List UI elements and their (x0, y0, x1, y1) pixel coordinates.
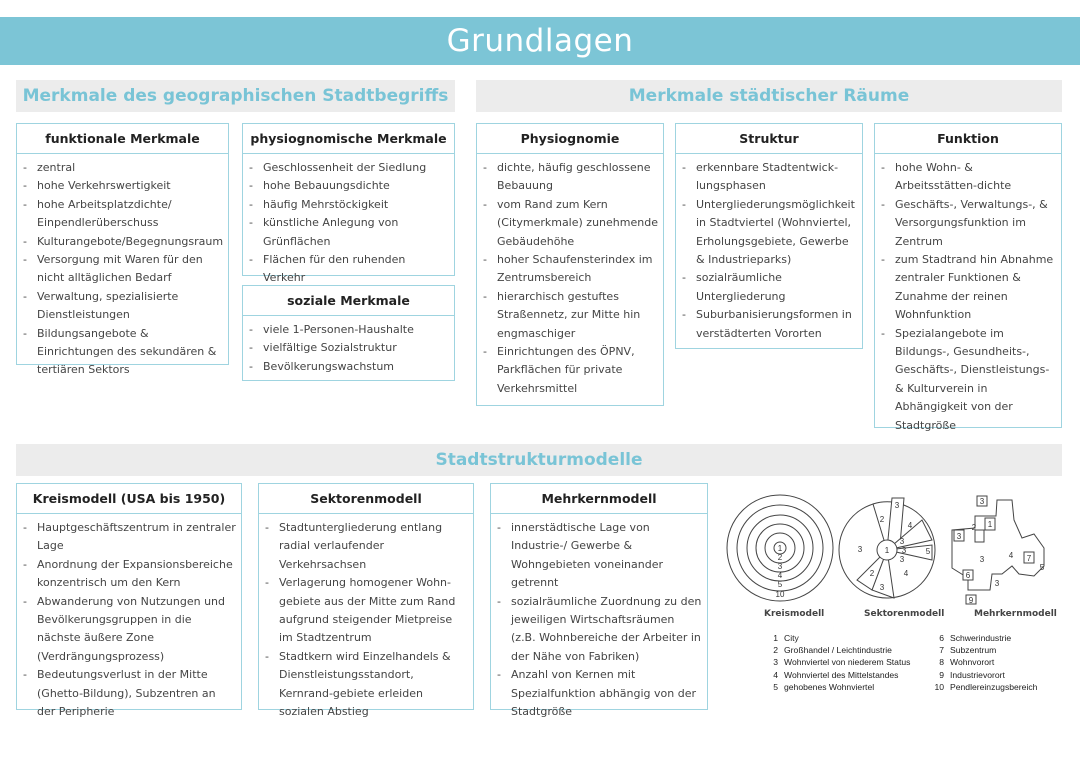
bullet-item: - Anordnung der Expansionsbereiche konzentrisch um den Kern (23, 556, 236, 593)
card-funktion (874, 123, 1062, 432)
legend-number: 1 (773, 633, 778, 643)
legend-text: Subzentrum (950, 645, 997, 656)
ring-number: 5 (777, 580, 783, 589)
page-title: Grundlagen (0, 17, 1080, 65)
bullet-item: - hohe Bebauungsdichte (249, 177, 449, 195)
legend-text: Pendlereinzugsbereich (950, 681, 1038, 692)
card-list (259, 514, 473, 721)
bullet-item: - Verlagerung homogener Wohn-gebiete aus der Mitte zum Rand aufgrund steigender Mietpreise im Stadtzentrum (265, 574, 468, 648)
multi-number: 4 (1008, 551, 1014, 560)
sector-number: 3 (879, 583, 885, 592)
sector-number: 2 (879, 515, 885, 524)
bullet-item: - vom Rand zum Kern (Citymerkmale) zunehmende Gebäudehöhe (483, 196, 658, 251)
section-heading-stadtbegriff: Merkmale des geographischen Stadtbegriffs (16, 80, 455, 112)
label-mehrkernmodell: Mehrkernmodell (974, 609, 1057, 619)
section-heading-raeume: Merkmale städtischer Räume (476, 80, 1062, 112)
bullet-item: - Versorgung mit Waren für den nicht alltäglichen Bedarf (23, 251, 223, 288)
legend-row (930, 632, 1037, 644)
card-physiognomie (476, 123, 664, 406)
multi-number: 3 (979, 497, 985, 506)
card-list (676, 154, 862, 343)
bullet-item: - Bildungsangebote & Einrichtungen des sekundären & tertiären Sektors (23, 325, 223, 380)
legend-text: City (784, 633, 799, 643)
card-title: physiognomische Merkmale (243, 124, 454, 154)
bullet-item: - zum Stadtrand hin Abnahme zentraler Funktionen & Zunahme der reinen Wohnfunktion (881, 251, 1056, 325)
legend-row (930, 681, 1037, 693)
legend-number: 9 (939, 669, 944, 680)
bullet-item: - Stadtuntergliederung entlang radial verlaufender Verkehrsachsen (265, 519, 468, 574)
multi-number: 7 (1026, 554, 1032, 563)
sector-number: 4 (907, 521, 913, 530)
label-sektorenmodell: Sektorenmodell (864, 609, 945, 619)
bullet-item: - viele 1-Personen-Haushalte (249, 321, 449, 339)
card-title: Funktion (875, 124, 1061, 154)
legend-number: 4 (773, 669, 778, 680)
ring-number: 1 (777, 544, 783, 553)
legend-number: 7 (939, 645, 944, 656)
bullet-item: - Geschlossenheit der Siedlung (249, 159, 449, 177)
card-kreismodell (16, 483, 242, 719)
models-figure (722, 490, 1072, 610)
card-list (243, 154, 454, 288)
card-list (243, 316, 454, 376)
bullet-item: - hierarchisch gestuftes Straßennetz, zur Mitte hin engmaschiger (483, 288, 658, 343)
sector-number: 2 (869, 569, 875, 578)
sector-number: 3 (899, 555, 905, 564)
card-physiognomische-merkmale (242, 123, 455, 285)
legend-number: 3 (773, 657, 778, 668)
legend-row (764, 681, 910, 693)
legend-row (930, 644, 1037, 656)
bullet-item: - zentral (23, 159, 223, 177)
label-kreismodell: Kreismodell (764, 609, 825, 619)
legend-text: Schwerindustrie (950, 633, 1012, 643)
bullet-item: - Einrichtungen des ÖPNV, Parkflächen für private Verkehrsmittel (483, 343, 658, 398)
card-list (477, 154, 663, 398)
ring-number: 10 (775, 590, 785, 599)
multi-number: 3 (956, 532, 962, 541)
multi-number: 3 (994, 579, 1000, 588)
bullet-item: - Abwanderung von Nutzungen und Bevölkerungsgruppen in die nächste äußere Zone (Verdrängungsprozess) (23, 593, 236, 667)
card-title: funktionale Merkmale (17, 124, 228, 154)
ring-number: 3 (777, 562, 783, 571)
legend-row (764, 644, 910, 656)
bullet-item: - hohe Arbeitsplatzdichte/ Einpendlerüberschuss (23, 196, 223, 233)
bullet-item: - innerstädtische Lage von Industrie-/ Gewerbe & Wohngebieten voneinander getrennt (497, 519, 702, 593)
bullet-item: - häufig Mehrstöckigkeit (249, 196, 449, 214)
multi-number: 3 (979, 555, 985, 564)
legend-text: Industrievorort (950, 669, 1005, 680)
sector-number: 3 (899, 537, 905, 546)
card-title: Physiognomie (477, 124, 663, 154)
card-struktur (675, 123, 863, 349)
ring-number: 2 (777, 553, 783, 562)
ring-number: 4 (777, 571, 783, 580)
bullet-item: - sozialräumliche Zuordnung zu den jeweiligen Wirtschaftsräumen (z.B. Wohnbereiche der Arbeiter in der Nähe von Fabriken) (497, 593, 702, 667)
bullet-item: - Verwaltung, spezialisierte Dienstleistungen (23, 288, 223, 325)
sector-number: 1 (884, 546, 890, 555)
legend-row (764, 669, 910, 681)
legend-right (930, 632, 1037, 693)
legend-number: 2 (773, 645, 778, 656)
card-title: Kreismodell (USA bis 1950) (17, 484, 241, 514)
multi-number: 6 (965, 571, 971, 580)
card-title: soziale Merkmale (243, 286, 454, 316)
legend-text: gehobenes Wohnviertel (784, 681, 875, 692)
legend-text: Wohnviertel von niederem Status (784, 657, 911, 668)
card-list (875, 154, 1061, 435)
bullet-item: - Flächen für den ruhenden Verkehr (249, 251, 449, 288)
legend-row (930, 656, 1037, 668)
card-title: Struktur (676, 124, 862, 154)
section-heading-modelle: Stadtstrukturmodelle (16, 444, 1062, 476)
card-mehrkernmodell (490, 483, 708, 719)
bullet-item: - hohe Wohn- & Arbeitsstätten-dichte (881, 159, 1056, 196)
bullet-item: - dichte, häufig geschlossene Bebauung (483, 159, 658, 196)
legend-row (764, 632, 910, 644)
bullet-item: - Untergliederungsmöglichkeit in Stadtviertel (Wohnviertel, Erholungsgebiete, Gewerbe & Industrieparks) (682, 196, 857, 270)
legend-text: Großhandel / Leichtindustrie (784, 645, 892, 656)
multi-number: 5 (1039, 563, 1045, 572)
legend-row (930, 669, 1037, 681)
card-sektorenmodell (258, 483, 474, 719)
sector-number: 3 (894, 501, 900, 510)
legend-text: Wohnvorort (950, 657, 995, 668)
bullet-item: - Bevölkerungswachstum (249, 358, 449, 376)
sector-number: 4 (903, 569, 909, 578)
legend-row (764, 656, 910, 668)
legend-number: 10 (934, 681, 944, 692)
legend-left (764, 632, 910, 693)
legend-number: 8 (939, 657, 944, 668)
city-models-diagram (722, 490, 1072, 705)
bullet-item: - Suburbanisierungsformen in verstädterten Vororten (682, 306, 857, 343)
card-list (491, 514, 707, 721)
card-title: Mehrkernmodell (491, 484, 707, 514)
multi-number: 1 (987, 520, 993, 529)
bullet-item: - Kulturangebote/Begegnungsraum (23, 233, 223, 251)
bullet-item: - Anzahl von Kernen mit Spezialfunktion abhängig von der Stadtgröße (497, 666, 702, 721)
card-soziale-merkmale (242, 285, 455, 381)
bullet-item: - erkennbare Stadtentwick-lungsphasen (682, 159, 857, 196)
bullet-item: - sozialräumliche Untergliederung (682, 269, 857, 306)
bullet-item: - Bedeutungsverlust in der Mitte (Ghetto-Bildung), Subzentren an der Peripherie (23, 666, 236, 721)
bullet-item: - hohe Verkehrswertigkeit (23, 177, 223, 195)
card-title: Sektorenmodell (259, 484, 473, 514)
bullet-item: - vielfältige Sozialstruktur (249, 339, 449, 357)
bullet-item: - Geschäfts-, Verwaltungs-, & Versorgungsfunktion im Zentrum (881, 196, 1056, 251)
sector-number: 3 (857, 545, 863, 554)
bullet-item: - künstliche Anlegung von Grünflächen (249, 214, 449, 251)
bullet-item: - Hauptgeschäftszentrum in zentraler Lage (23, 519, 236, 556)
multi-number: 9 (968, 596, 974, 605)
card-list (17, 154, 228, 380)
bullet-item: - hoher Schaufensterindex im Zentrumsbereich (483, 251, 658, 288)
legend-text: Wohnviertel des Mittelstandes (784, 669, 899, 680)
card-list (17, 514, 241, 721)
legend-number: 5 (773, 681, 778, 692)
multi-number: 2 (971, 523, 977, 532)
bullet-item: - Spezialangebote im Bildungs-, Gesundheits-, Geschäfts-, Dienstleistungs- & Kulturverein in Abhängigkeit von der Stadtgröße (881, 325, 1056, 435)
legend-number: 6 (939, 633, 944, 643)
sector-number: 5 (925, 547, 931, 556)
bullet-item: - Stadtkern wird Einzelhandels & Dienstleistungsstandort, Kernrand-gebiete erleiden sozialen Abstieg (265, 648, 468, 722)
sector-number: 3 (901, 546, 907, 555)
card-funktionale-merkmale (16, 123, 229, 377)
